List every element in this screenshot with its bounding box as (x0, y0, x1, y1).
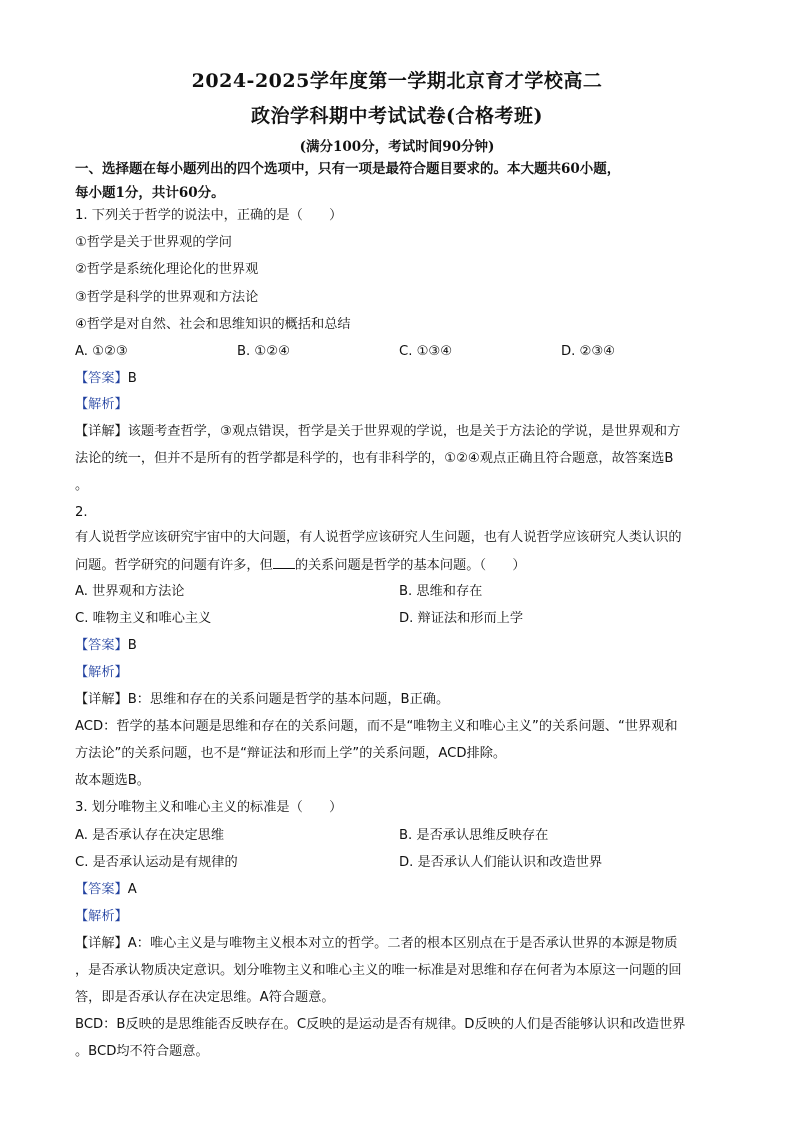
answer-tag: 【答案】 (75, 638, 128, 653)
q3-detail-line5: 。BCD均不符合题意。 (75, 1044, 209, 1059)
q3-detail-line2: ，是否承认物质决定意识。划分唯物主义和唯心主义的唯一标准是对思维和存在何者为本原这一问题的回 (75, 963, 682, 978)
q2-answer-value: B (127, 638, 137, 653)
q2-answer (75, 637, 725, 655)
q3-option-c: C. 是否承认运动是有规律的 (75, 855, 238, 870)
q1-detail-line1 (75, 423, 725, 441)
answer-tag: 【答案】 (75, 882, 128, 897)
q3-detail-line4: BCD：B反映的是思维能否反映存在。C反映的是运动是否有规律。D反映的人们是否能够认识和改造世界 (75, 1017, 686, 1032)
q2-option-c: C. 唯物主义和唯心主义 (75, 611, 212, 626)
q1-option-b: B. ①②④ (237, 344, 290, 359)
q2-stem-part1: 问题。哲学研究的问题有许多，但 (75, 558, 273, 573)
q2-detail-text1: B：思维和存在的关系问题是哲学的基本问题，B正确。 (127, 692, 450, 707)
answer-tag: 【答案】 (75, 371, 128, 386)
analysis-tag: 【解析】 (75, 397, 128, 412)
answer-blank (273, 556, 295, 569)
q2-option-b: B. 思维和存在 (399, 584, 483, 599)
q1-answer (75, 370, 725, 388)
q3-detail-line1 (75, 935, 725, 953)
analysis-tag: 【解析】 (75, 909, 128, 924)
q1-answer-value: B (127, 371, 137, 386)
q3-stem: 3. 划分唯物主义和唯心主义的标准是（ ） (75, 800, 343, 815)
q2-stem-line2 (75, 556, 725, 575)
analysis-tag: 【解析】 (75, 665, 128, 680)
q1-detail-line3: 。 (75, 478, 89, 493)
detail-tag: 【详解】 (75, 424, 128, 439)
detail-tag: 【详解】 (75, 936, 128, 951)
section-instruction-line2: 每小题1分，共计60分。 (75, 185, 225, 201)
q1-option-c: C. ①③④ (399, 344, 453, 359)
q2-analysis-tag (75, 664, 725, 682)
q1-item-4: ④哲学是对自然、社会和思维知识的概括和总结 (75, 317, 351, 332)
exam-title-line2: 政治学科期中考试试卷(合格考班) (251, 105, 543, 127)
section-instruction-line1: 一、选择题在每小题列出的四个选项中，只有一项是最符合题目要求的。本大题共60小题， (75, 161, 621, 177)
q2-number: 2. (75, 505, 88, 520)
q3-answer (75, 881, 725, 899)
q1-analysis-tag (75, 396, 725, 414)
detail-tag: 【详解】 (75, 692, 128, 707)
q3-detail-text1: A：唯心主义是与唯物主义根本对立的哲学。二者的根本区别点在于是否承认世界的本源是物质 (127, 936, 678, 951)
q1-detail-text1: 该题考查哲学，③观点错误，哲学是关于世界观的学说，也是关于方法论的学说，是世界观和方 (127, 424, 681, 439)
q1-detail-line2: 法论的统一，但并不是所有的哲学都是科学的，也有非科学的，①②④观点正确且符合题意，故答案选B (75, 451, 674, 466)
q1-item-2: ②哲学是系统化理论化的世界观 (75, 262, 259, 277)
exam-title-line1: 2024-2025学年度第一学期北京育才学校高二 (191, 70, 603, 92)
q3-answer-value: A (127, 882, 137, 897)
q1-item-3: ③哲学是科学的世界观和方法论 (75, 290, 259, 305)
q2-option-a: A. 世界观和方法论 (75, 584, 185, 599)
q3-detail-line3: 答，即是否承认存在决定思维。A符合题意。 (75, 990, 335, 1005)
exam-subtitle: (满分100分，考试时间90分钟) (299, 139, 495, 155)
q2-detail-line2: ACD：哲学的基本问题是思维和存在的关系问题，而不是“唯物主义和唯心主义”的关系问题、“世界观和 (75, 719, 678, 734)
q3-analysis-tag (75, 908, 725, 926)
q1-stem: 1. 下列关于哲学的说法中，正确的是（ ） (75, 208, 343, 223)
q1-option-d: D. ②③④ (561, 344, 616, 359)
q1-item-1: ①哲学是关于世界观的学问 (75, 235, 232, 250)
q2-stem-part2: 的关系问题是哲学的基本问题。（ ） (294, 558, 526, 573)
q2-detail-line1 (75, 691, 725, 709)
q1-option-a: A. ①②③ (75, 344, 128, 359)
q3-option-b: B. 是否承认思维反映存在 (399, 828, 549, 843)
q3-option-d: D. 是否承认人们能认识和改造世界 (399, 855, 603, 870)
q2-option-d: D. 辩证法和形而上学 (399, 611, 524, 626)
q2-detail-line4: 故本题选B。 (75, 773, 150, 788)
q2-detail-line3: 方法论”的关系问题，也不是“辩证法和形而上学”的关系问题，ACD排除。 (75, 746, 507, 761)
q3-option-a: A. 是否承认存在决定思维 (75, 828, 225, 843)
q2-stem-line1: 有人说哲学应该研究宇宙中的大问题，有人说哲学应该研究人生问题，也有人说哲学应该研究人类认识的 (75, 530, 682, 545)
